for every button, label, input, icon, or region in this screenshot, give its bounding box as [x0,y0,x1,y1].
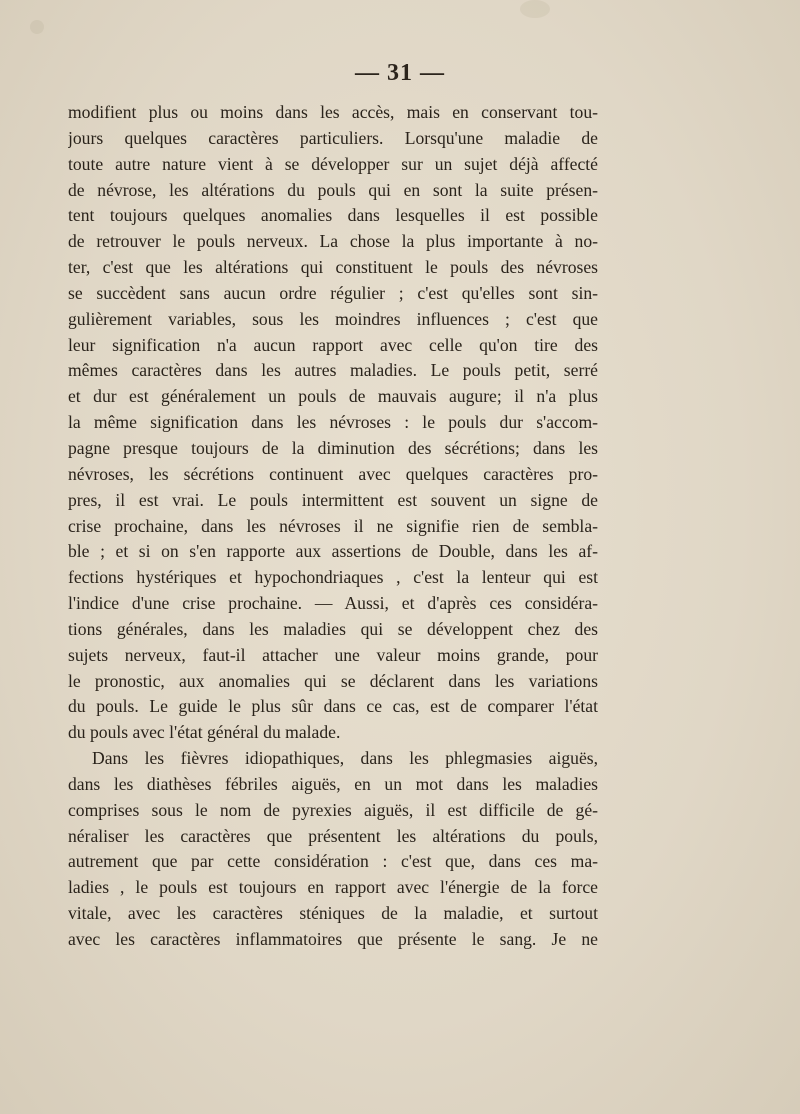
text-line: la même signification dans les névroses : le pouls dur s'accom- [68,412,598,433]
paper-stain [520,0,550,18]
text-line: névroses, les sécrétions continuent avec quelques caractères pro- [68,463,598,484]
text-line: crise prochaine, dans les névroses il ne signifie rien de sembla- [68,515,598,536]
text-line: l'indice d'une crise prochaine. — Aussi, et d'après ces considéra- [68,593,598,614]
text-line: se succèdent sans aucun ordre régulier ; c'est qu'elles sont sin- [68,282,598,303]
paragraph [68,100,598,746]
text-line: tions générales, dans les maladies qui se développent chez des [68,618,598,639]
text-line: mêmes caractères dans les autres maladies. Le pouls petit, serré [68,360,598,381]
text-line: autrement que par cette considération : c'est que, dans ces ma- [68,851,598,872]
text-line: ter, c'est que les altérations qui constituent le pouls des névroses [68,257,598,278]
text-line: tent toujours quelques anomalies dans lesquelles il est possible [68,205,598,226]
text-line: de retrouver le pouls nerveux. La chose la plus importante à no- [68,231,598,252]
paragraph [68,746,598,953]
text-line: Dans les fièvres idiopathiques, dans les phlegmasies aiguës, [92,748,598,769]
text-line: sujets nerveux, faut-il attacher une valeur moins grande, pour [68,644,598,665]
text-line: de névrose, les altérations du pouls qui en sont la suite présen- [68,179,598,200]
text-line: du pouls avec l'état général du malade. [68,722,341,743]
text-line: vitale, avec les caractères sténiques de la maladie, et surtout [68,903,598,924]
body-text [68,100,598,953]
text-line: ladies , le pouls est toujours en rapport avec l'énergie de la force [68,877,598,898]
text-line: avec les caractères inflammatoires que présente le sang. Je ne [68,929,598,949]
paper-stain [30,20,44,34]
text-line: et dur est généralement un pouls de mauvais augure; il n'a plus [68,386,598,407]
text-line: modifient plus ou moins dans les accès, mais en conservant tou- [68,102,598,122]
text-line: gulièrement variables, sous les moindres influences ; c'est que [68,308,598,329]
text-line: du pouls. Le guide le plus sûr dans ce cas, est de comparer l'état [68,696,598,717]
text-line: pagne presque toujours de la diminution des sécrétions; dans les [68,437,598,458]
text-line: pres, il est vrai. Le pouls intermittent est souvent un signe de [68,489,598,510]
text-line: leur signification n'a aucun rapport avec celle qu'on tire des [68,334,598,355]
text-line: toute autre nature vient à se développer sur un sujet déjà affecté [68,153,598,174]
text-line: ble ; et si on s'en rapporte aux assertions de Double, dans les af- [68,541,598,562]
text-line: le pronostic, aux anomalies qui se déclarent dans les variations [68,670,598,691]
page-number: — 31 — [355,60,445,86]
text-line: dans les diathèses fébriles aiguës, en un mot dans les maladies [68,773,598,794]
text-line: jours quelques caractères particuliers. Lorsqu'une maladie de [68,127,598,148]
text-line: néraliser les caractères que présentent les altérations du pouls, [68,825,598,846]
text-line: comprises sous le nom de pyrexies aiguës, il est difficile de gé- [68,799,598,820]
text-line: fections hystériques et hypochondriaques , c'est la lenteur qui est [68,567,598,588]
